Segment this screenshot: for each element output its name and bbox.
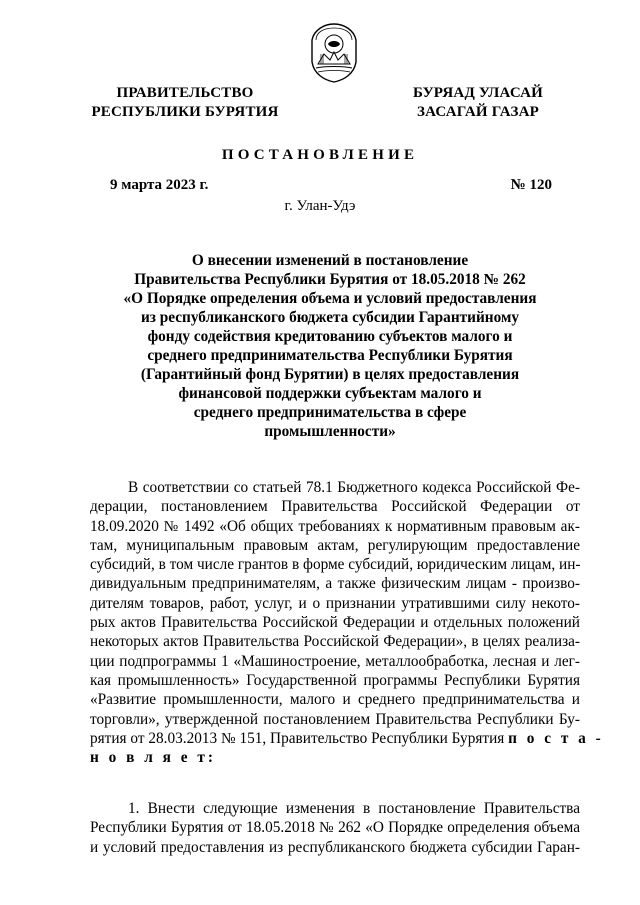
document-title bbox=[90, 251, 570, 441]
title-line: среднего предпринимательства Республики Бурятия bbox=[147, 347, 513, 364]
body-line: там, муниципальным правовым актам, регулирующим предоставление bbox=[90, 536, 580, 554]
body-line: дерации, постановлением Правительства Российской Федерации от bbox=[90, 498, 580, 516]
body-line: В соответствии со статьей 78.1 Бюджетного кодекса Российской Фе- bbox=[128, 479, 580, 496]
body-line-text: рятия от 28.03.2013 № 151, Правительство Республики Бурятия bbox=[90, 729, 505, 747]
body-line: «Развитие промышленности, малого и среднего предпринимательства и bbox=[90, 691, 580, 709]
org-left-line-1: ПРАВИТЕЛЬСТВО bbox=[116, 85, 254, 101]
government-name-buryat bbox=[398, 84, 558, 122]
government-name-russian bbox=[80, 84, 290, 122]
clause-1-paragraph bbox=[90, 799, 580, 857]
title-line: О внесении изменений в постановление bbox=[191, 252, 469, 269]
body-line: Республики Бурятия от 18.05.2018 № 262 «О Порядке определения объема bbox=[90, 819, 580, 837]
document-number: № 120 bbox=[510, 177, 552, 193]
title-line: «О Порядке определения объема и условий предоставления bbox=[123, 290, 537, 307]
title-line: финансовой поддержки субъектам малого и bbox=[178, 385, 482, 402]
decree-word-end: н о в л я е т: bbox=[90, 749, 216, 767]
org-right-line-2: ЗАСАГАЙ ГАЗАР bbox=[417, 104, 539, 120]
body-line: субсидий, в том числе грантов в форме субсидий, юридическим лицам, ин- bbox=[90, 556, 581, 574]
title-line: промышленности» bbox=[264, 423, 396, 440]
org-right-line-1: БУРЯАД УЛАСАЙ bbox=[412, 85, 544, 101]
body-line: кая промышленность» Государственной программы Республики Бурятия bbox=[90, 671, 580, 689]
body-line: 18.09.2020 № 1492 «Об общих требованиях к нормативным правовым ак- bbox=[90, 517, 580, 535]
document-city: г. Улан-Удэ bbox=[284, 198, 356, 214]
body-line-with-decree-word bbox=[90, 729, 604, 748]
body-line: некоторых актов Правительства Российской Федерации», в целях реализа- bbox=[90, 633, 580, 651]
body-line: ции подпрограммы 1 «Машиностроение, металлообработка, лесная и лег- bbox=[90, 652, 580, 670]
preamble-paragraph bbox=[90, 478, 604, 767]
body-line: 1. Внести следующие изменения в постановление Правительства bbox=[128, 800, 580, 817]
title-line: (Гарантийный фонд Бурятии) в целях предоставления bbox=[140, 366, 520, 383]
body-line: дителям товаров, работ, услуг, и о признании утратившими силу некото- bbox=[90, 594, 580, 612]
document-type: ПОСТАНОВЛЕНИЕ bbox=[221, 147, 419, 163]
title-line: среднего предпринимательства в сфере bbox=[193, 404, 467, 421]
title-line: из республиканского бюджета субсидии Гарантийному bbox=[140, 309, 520, 326]
document-date: 9 марта 2023 г. bbox=[110, 177, 209, 193]
body-line: торговли», утвержденной постановлением Правительства Республики Бу- bbox=[90, 710, 580, 728]
body-line: и условий предоставления из республиканского бюджета субсидии Гаран- bbox=[90, 838, 580, 856]
decree-word-end-line bbox=[90, 748, 580, 767]
body-line: рых актов Правительства Российской Федерации и отдельных положений bbox=[90, 614, 580, 632]
body-line: дивидуальным предпринимателям, а также физическим лицам - произво- bbox=[90, 575, 580, 593]
title-line: Правительства Республики Бурятия от 18.05.2018 № 262 bbox=[134, 271, 526, 288]
title-line: фонду содействия кредитованию субъектов малого и bbox=[147, 328, 513, 345]
decree-word-start: п о с т а - bbox=[508, 729, 604, 747]
org-left-line-2: РЕСПУБЛИКИ БУРЯТИЯ bbox=[91, 104, 279, 120]
buryatia-coat-of-arms-icon bbox=[306, 22, 362, 84]
